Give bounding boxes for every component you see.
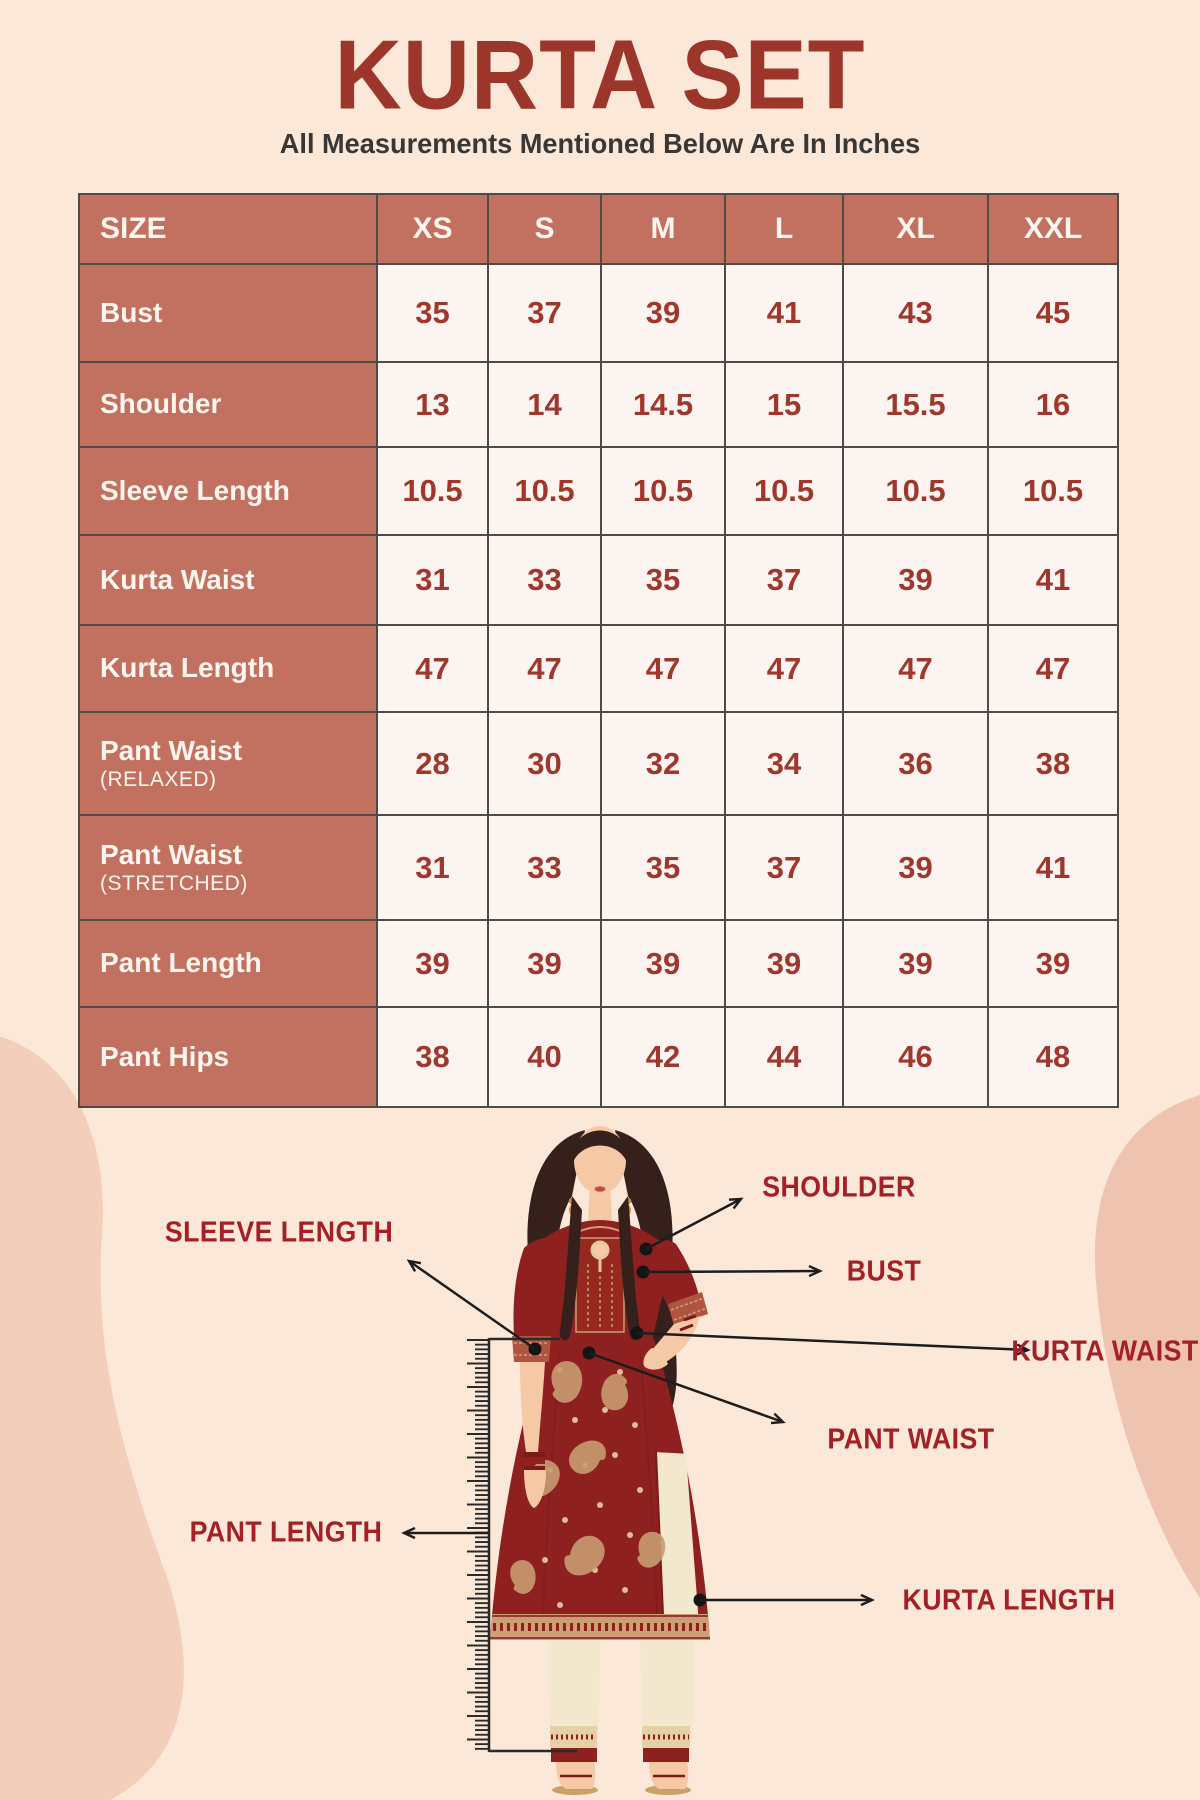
size-value-cell: 38 — [988, 712, 1118, 815]
page-title: KURTA SET — [334, 19, 866, 130]
left-blob — [0, 1030, 184, 1800]
size-value-cell: 47 — [725, 625, 843, 712]
size-value-cell: 39 — [601, 920, 725, 1007]
size-column-header: XS — [377, 194, 488, 264]
row-label: Pant Length — [79, 920, 377, 1007]
size-row — [79, 1007, 1118, 1107]
row-label: Sleeve Length — [79, 447, 377, 535]
size-value-cell: 10.5 — [488, 447, 601, 535]
size-value-cell: 35 — [377, 264, 488, 362]
size-value-cell: 41 — [988, 815, 1118, 920]
row-label: Kurta Waist — [79, 535, 377, 625]
size-row — [79, 625, 1118, 712]
size-column-header: M — [601, 194, 725, 264]
size-value-cell: 36 — [843, 712, 988, 815]
size-value-cell: 46 — [843, 1007, 988, 1107]
size-value-cell: 13 — [377, 362, 488, 447]
pant-waist-label: PANT WAIST — [827, 1423, 995, 1456]
row-label: Shoulder — [79, 362, 377, 447]
bust-arrow — [643, 1271, 820, 1272]
row-label: Pant Hips — [79, 1007, 377, 1107]
pant-length-label: PANT LENGTH — [189, 1516, 383, 1549]
size-value-cell: 10.5 — [843, 447, 988, 535]
size-value-cell: 37 — [725, 815, 843, 920]
size-value-cell: 39 — [377, 920, 488, 1007]
size-value-cell: 31 — [377, 815, 488, 920]
size-corner-header: SIZE — [79, 194, 377, 264]
size-value-cell: 14.5 — [601, 362, 725, 447]
size-value-cell: 47 — [601, 625, 725, 712]
size-value-cell: 34 — [725, 712, 843, 815]
size-value-cell: 39 — [601, 264, 725, 362]
size-value-cell: 10.5 — [988, 447, 1118, 535]
size-value-cell: 47 — [988, 625, 1118, 712]
size-value-cell: 39 — [843, 815, 988, 920]
row-label: Pant Waist (RELAXED) — [79, 712, 377, 815]
size-row — [79, 264, 1118, 362]
size-row — [79, 447, 1118, 535]
size-value-cell: 47 — [843, 625, 988, 712]
size-column-header: XL — [843, 194, 988, 264]
size-value-cell: 32 — [601, 712, 725, 815]
size-value-cell: 10.5 — [377, 447, 488, 535]
size-value-cell: 41 — [725, 264, 843, 362]
kurta-model-illustration — [490, 1126, 710, 1795]
size-value-cell: 10.5 — [725, 447, 843, 535]
page-subtitle: All Measurements Mentioned Below Are In Inches — [279, 128, 921, 159]
size-value-cell: 39 — [725, 920, 843, 1007]
size-value-cell: 39 — [488, 920, 601, 1007]
shoulder-label: SHOULDER — [762, 1171, 916, 1204]
size-value-cell: 30 — [488, 712, 601, 815]
pointer-arrows — [404, 1199, 1028, 1600]
sleeve-length-label: SLEEVE LENGTH — [164, 1216, 394, 1249]
size-row — [79, 815, 1118, 920]
size-value-cell: 47 — [488, 625, 601, 712]
size-value-cell: 42 — [601, 1007, 725, 1107]
size-row — [79, 362, 1118, 447]
size-value-cell: 35 — [601, 535, 725, 625]
kurta-waist-label: KURTA WAIST — [1011, 1335, 1199, 1368]
size-value-cell: 28 — [377, 712, 488, 815]
size-value-cell: 44 — [725, 1007, 843, 1107]
size-value-cell: 41 — [988, 535, 1118, 625]
size-value-cell: 33 — [488, 535, 601, 625]
size-chart-table — [78, 193, 1119, 1108]
size-value-cell: 43 — [843, 264, 988, 362]
size-row — [79, 920, 1118, 1007]
size-value-cell: 10.5 — [601, 447, 725, 535]
size-column-header: XXL — [988, 194, 1118, 264]
size-value-cell: 15 — [725, 362, 843, 447]
size-value-cell: 37 — [488, 264, 601, 362]
size-value-cell: 31 — [377, 535, 488, 625]
size-value-cell: 48 — [988, 1007, 1118, 1107]
size-value-cell: 45 — [988, 264, 1118, 362]
size-row — [79, 535, 1118, 625]
size-value-cell: 37 — [725, 535, 843, 625]
size-value-cell: 39 — [843, 920, 988, 1007]
row-label: Kurta Length — [79, 625, 377, 712]
size-value-cell: 39 — [843, 535, 988, 625]
size-value-cell: 40 — [488, 1007, 601, 1107]
size-value-cell: 33 — [488, 815, 601, 920]
size-value-cell: 47 — [377, 625, 488, 712]
size-value-cell: 39 — [988, 920, 1118, 1007]
kurta-waist-arrow — [637, 1333, 1028, 1350]
row-label: Pant Waist (STRETCHED) — [79, 815, 377, 920]
size-value-cell: 14 — [488, 362, 601, 447]
size-value-cell: 16 — [988, 362, 1118, 447]
row-label: Bust — [79, 264, 377, 362]
size-value-cell: 38 — [377, 1007, 488, 1107]
size-column-header: L — [725, 194, 843, 264]
size-value-cell: 35 — [601, 815, 725, 920]
kurta-length-label: KURTA LENGTH — [902, 1584, 1116, 1617]
size-value-cell: 15.5 — [843, 362, 988, 447]
bust-label: BUST — [846, 1255, 922, 1288]
size-row — [79, 712, 1118, 815]
size-column-header: S — [488, 194, 601, 264]
